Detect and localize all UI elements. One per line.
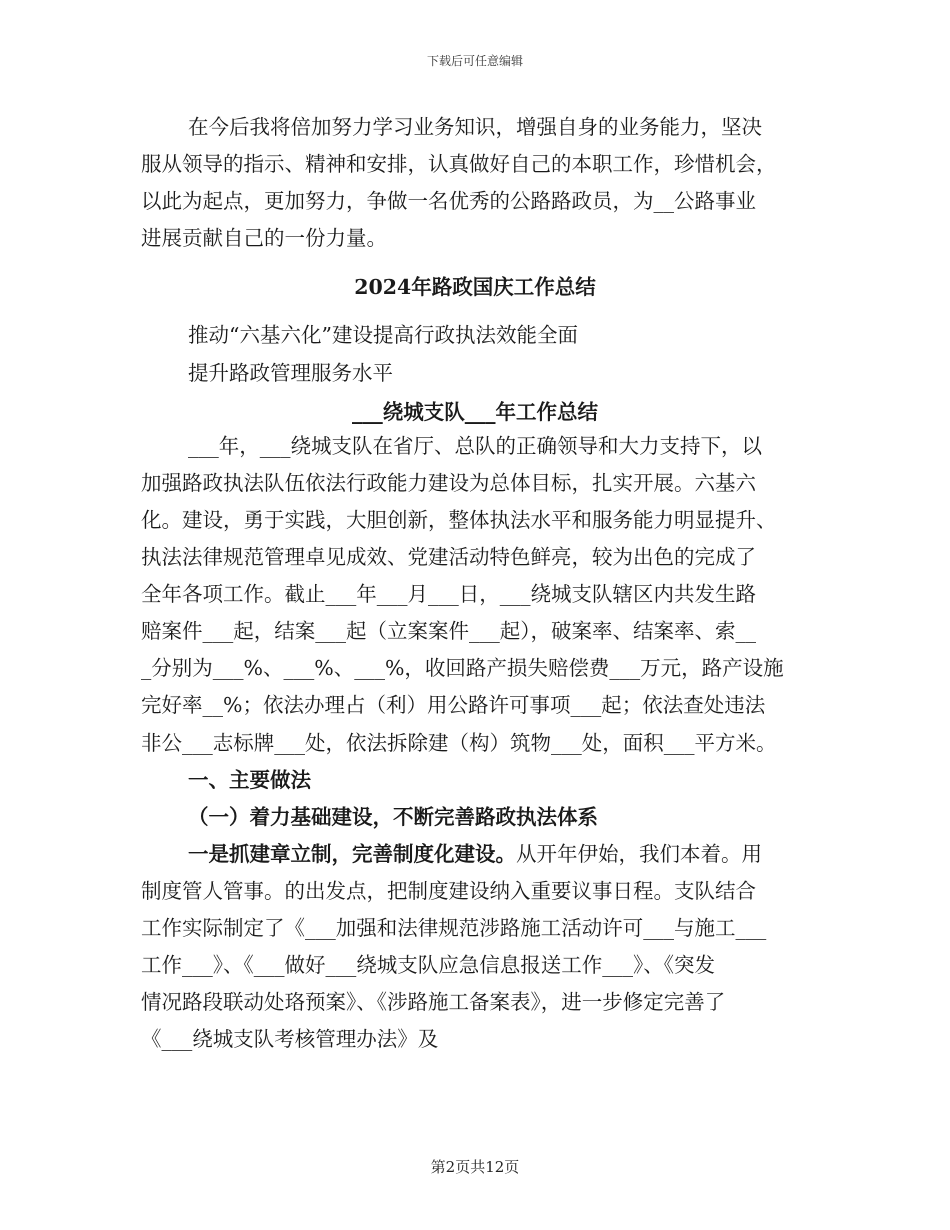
section-title: ___绕城支队___年工作总结 <box>352 400 598 424</box>
section-heading: 一、主要做法 <box>188 768 311 792</box>
lead-phrase: 一是抓建章立制，完善制度化建设。 <box>188 842 516 866</box>
paragraph-line: 进展贡献自己的一份力量。 <box>141 226 387 250</box>
paragraph-line: 《___绕城支队考核管理办法》及 <box>141 1027 439 1051</box>
page-footer: 第2页共12页 <box>430 1158 520 1176</box>
paragraph-line: 以此为起点，更加努力，争做一名优秀的公路路政员，为__公路事业 <box>141 189 756 213</box>
paragraph-line: 赔案件___起，结案___起（立案案件___起），破案率、结案率、索__ <box>141 619 756 643</box>
paragraph-line: 情况路段联动处珞预案》、《涉路施工备案表》，进一步修定完善了 <box>141 990 726 1014</box>
paragraph-line: _分别为___%、___%、___%，收回路产损失赔偿费___万元，路产设施 <box>141 656 784 680</box>
paragraph-line: 制度管人管事。的出发点，把制度建设纳入重要议事日程。支队结合 <box>141 879 756 903</box>
paragraph-line: 工作实际制定了《___加强和法律规范涉路施工活动许可___与施工___ <box>141 916 767 940</box>
section-title: 2024年路政国庆工作总结 <box>354 275 596 299</box>
paragraph-line: 化。建设，勇于实践，大胆创新，整体执法水平和服务能力明显提升、 <box>141 508 777 532</box>
paragraph-line <box>188 841 762 867</box>
paragraph-line: 全年各项工作。截止___年___月___日，___绕城支队辖区内共发生路 <box>141 582 756 606</box>
paragraph-line: 加强路政执法队伍依法行政能力建设为总体目标，扎实开展。六基六 <box>141 471 756 495</box>
paragraph-line: 非公___志标牌___处，依法拆除建（构）筑物___处，面积___平方米。 <box>141 731 777 755</box>
paragraph-line: 执法法律规范管理卓见成效、党建活动特色鲜亮，较为出色的完成了 <box>141 545 756 569</box>
section-heading: （一）着力基础建设，不断完善路政执法体系 <box>188 805 598 829</box>
paragraph-line: 推动“六基六化”建设提高行政执法效能全面 <box>188 323 578 347</box>
paragraph-line: ___年，___绕城支队在省厅、总队的正确领导和大力支持下，以 <box>188 434 762 458</box>
paragraph-line: 工作___》、《___做好___绕城支队应急信息报送工作___》、《突发 <box>141 953 715 977</box>
paragraph-line: 服从领导的指示、精神和安排，认真做好自己的本职工作，珍惜机会， <box>141 152 777 176</box>
lead-rest: 从开年伊始，我们本着。用 <box>516 842 762 866</box>
paragraph-line: 完好率__%；依法办理占（利）用公路许可事项___起；依法查处违法 <box>141 693 766 717</box>
page-header: 下载后可任意编辑 <box>426 54 523 68</box>
paragraph-line: 提升路政管理服务水平 <box>188 361 393 385</box>
paragraph-line: 在今后我将倍加努力学习业务知识，增强自身的业务能力，坚决 <box>188 115 762 139</box>
